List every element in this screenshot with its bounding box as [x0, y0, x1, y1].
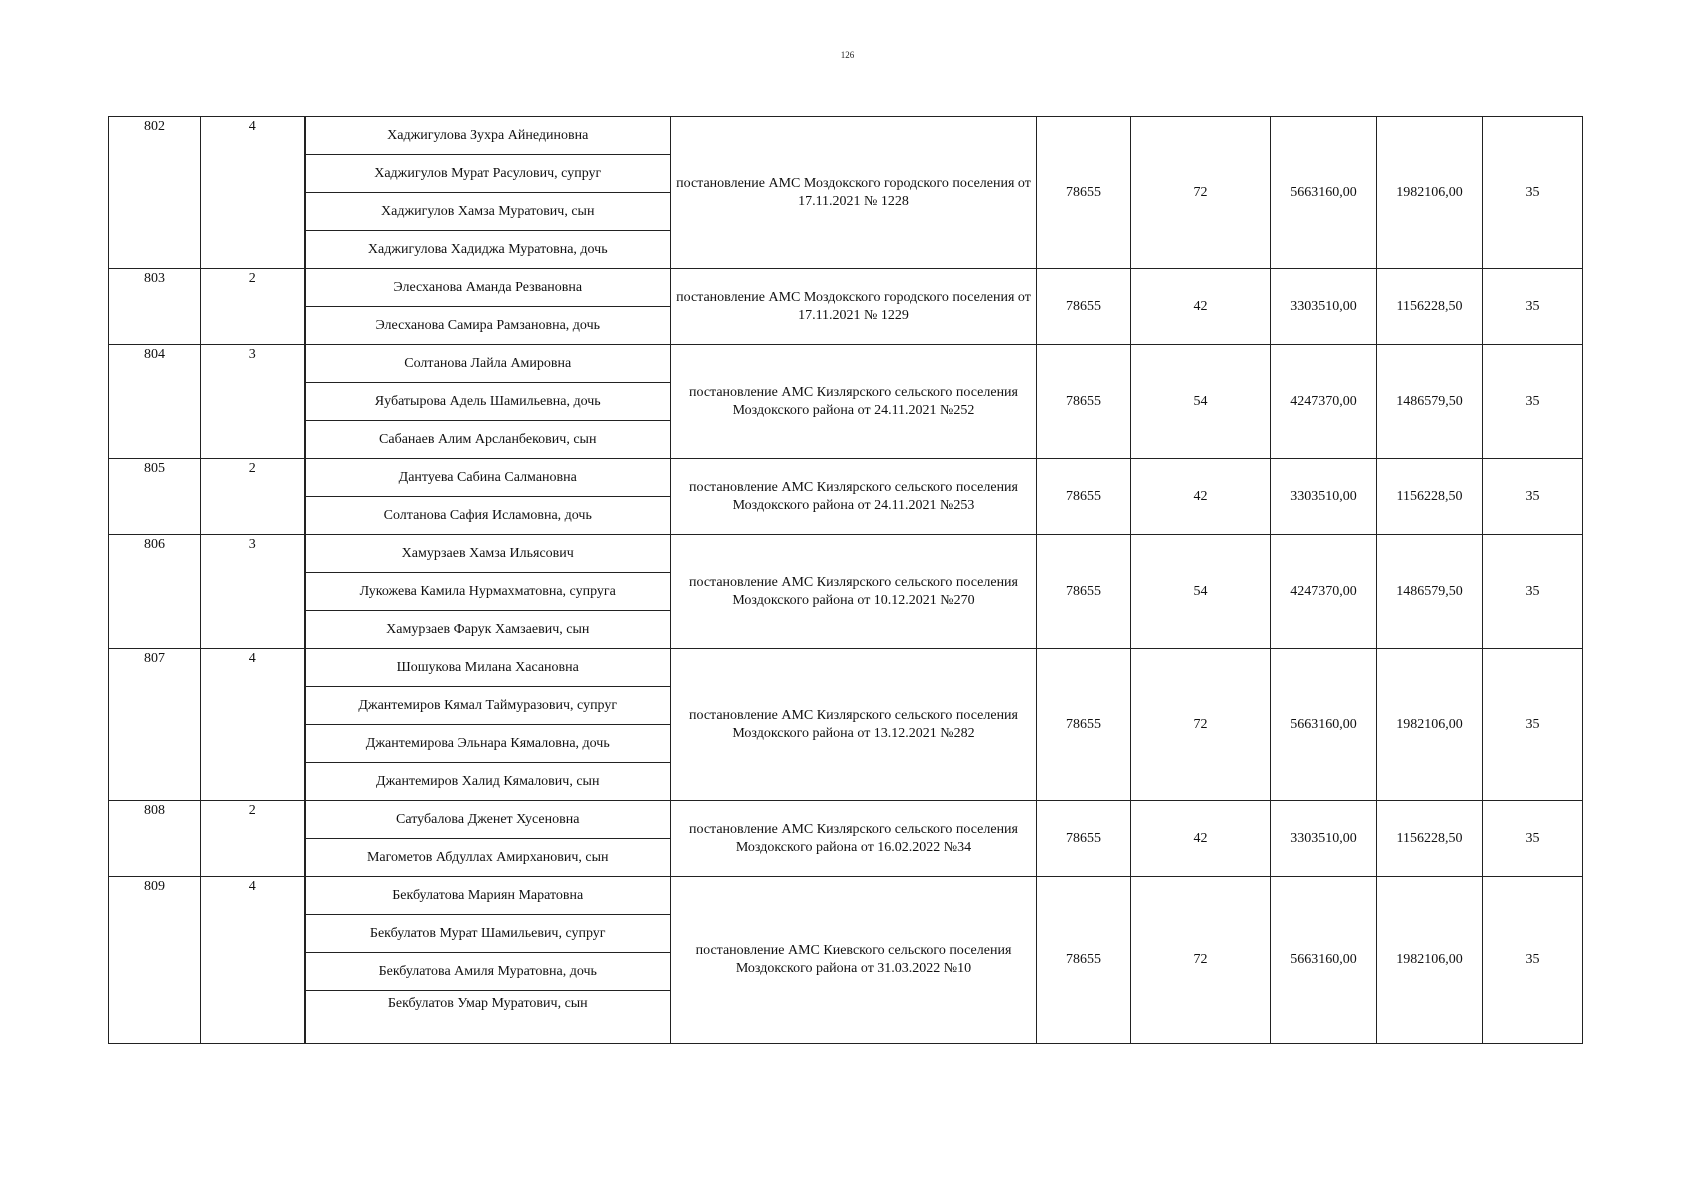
- family-member-name: Лукожева Камила Нурмахматовна, супруга: [305, 573, 671, 611]
- record-number: 802: [109, 117, 201, 269]
- norm-cost: 78655: [1037, 877, 1131, 1044]
- area-norm: 54: [1131, 535, 1271, 649]
- family-member-name: Сатубалова Дженет Хусеновна: [305, 801, 671, 839]
- family-size: 3: [201, 345, 305, 459]
- family-member-name: Элесханова Аманда Резвановна: [305, 269, 671, 307]
- family-member-name: Яубатырова Адель Шамильевна, дочь: [305, 383, 671, 421]
- family-size: 2: [201, 801, 305, 877]
- registry-body: [109, 117, 1583, 1044]
- decree-reference: постановление АМС Кизлярского сельского поселения Моздокского района от 24.11.2021 №252: [671, 345, 1037, 459]
- record-number: 805: [109, 459, 201, 535]
- registry-table: [108, 116, 1583, 1044]
- total-cost: 3303510,00: [1271, 801, 1377, 877]
- table-row: [109, 801, 1583, 839]
- table-row: [109, 535, 1583, 573]
- family-member-name: Джантемирова Эльнара Кямаловна, дочь: [305, 725, 671, 763]
- area-norm: 72: [1131, 117, 1271, 269]
- decree-reference: постановление АМС Моздокского городского поселения от 17.11.2021 № 1228: [671, 117, 1037, 269]
- family-member-name: Бекбулатов Умар Муратович, сын: [305, 991, 671, 1044]
- payout-amount: 1982106,00: [1377, 117, 1483, 269]
- total-cost: 5663160,00: [1271, 117, 1377, 269]
- total-cost: 5663160,00: [1271, 649, 1377, 801]
- table-row: [109, 117, 1583, 155]
- record-number: 804: [109, 345, 201, 459]
- family-member-name: Джантемиров Халид Кямалович, сын: [305, 763, 671, 801]
- total-cost: 4247370,00: [1271, 345, 1377, 459]
- family-member-name: Бекбулатова Амиля Муратовна, дочь: [305, 953, 671, 991]
- payout-percent: 35: [1483, 801, 1583, 877]
- family-member-name: Хаджигулов Мурат Расулович, супруг: [305, 155, 671, 193]
- area-norm: 54: [1131, 345, 1271, 459]
- total-cost: 4247370,00: [1271, 535, 1377, 649]
- family-member-name: Хаджигулова Хадиджа Муратовна, дочь: [305, 231, 671, 269]
- family-member-name: Дантуева Сабина Салмановна: [305, 459, 671, 497]
- decree-reference: постановление АМС Кизлярского сельского поселения Моздокского района от 10.12.2021 №270: [671, 535, 1037, 649]
- payout-amount: 1982106,00: [1377, 877, 1483, 1044]
- area-norm: 72: [1131, 877, 1271, 1044]
- payout-percent: 35: [1483, 649, 1583, 801]
- family-member-name: Хаджигулова Зухра Айнединовна: [305, 117, 671, 155]
- payout-percent: 35: [1483, 269, 1583, 345]
- page-number: 126: [840, 50, 855, 60]
- family-member-name: Бекбулатов Мурат Шамильевич, супруг: [305, 915, 671, 953]
- table-row: [109, 877, 1583, 915]
- record-number: 808: [109, 801, 201, 877]
- norm-cost: 78655: [1037, 649, 1131, 801]
- family-member-name: Солтанова Лайла Амировна: [305, 345, 671, 383]
- table-row: [109, 269, 1583, 307]
- family-member-name: Сабанаев Алим Арсланбекович, сын: [305, 421, 671, 459]
- table-row: [109, 345, 1583, 383]
- total-cost: 3303510,00: [1271, 459, 1377, 535]
- family-size: 2: [201, 269, 305, 345]
- family-size: 4: [201, 877, 305, 1044]
- decree-reference: постановление АМС Киевского сельского поселения Моздокского района от 31.03.2022 №10: [671, 877, 1037, 1044]
- record-number: 807: [109, 649, 201, 801]
- table-row: [109, 649, 1583, 687]
- total-cost: 5663160,00: [1271, 877, 1377, 1044]
- family-size: 2: [201, 459, 305, 535]
- area-norm: 72: [1131, 649, 1271, 801]
- payout-percent: 35: [1483, 459, 1583, 535]
- norm-cost: 78655: [1037, 117, 1131, 269]
- decree-reference: постановление АМС Кизлярского сельского поселения Моздокского района от 13.12.2021 №282: [671, 649, 1037, 801]
- payout-amount: 1982106,00: [1377, 649, 1483, 801]
- payout-amount: 1486579,50: [1377, 345, 1483, 459]
- family-member-name: Хамурзаев Фарук Хамзаевич, сын: [305, 611, 671, 649]
- family-member-name: Хаджигулов Хамза Муратович, сын: [305, 193, 671, 231]
- area-norm: 42: [1131, 269, 1271, 345]
- family-member-name: Солтанова Сафия Исламовна, дочь: [305, 497, 671, 535]
- record-number: 809: [109, 877, 201, 1044]
- payout-percent: 35: [1483, 877, 1583, 1044]
- decree-reference: постановление АМС Кизлярского сельского поселения Моздокского района от 24.11.2021 №253: [671, 459, 1037, 535]
- record-number: 806: [109, 535, 201, 649]
- area-norm: 42: [1131, 459, 1271, 535]
- decree-reference: постановление АМС Кизлярского сельского поселения Моздокского района от 16.02.2022 №34: [671, 801, 1037, 877]
- payout-amount: 1156228,50: [1377, 801, 1483, 877]
- norm-cost: 78655: [1037, 459, 1131, 535]
- total-cost: 3303510,00: [1271, 269, 1377, 345]
- family-member-name: Бекбулатова Мариян Маратовна: [305, 877, 671, 915]
- payout-amount: 1486579,50: [1377, 535, 1483, 649]
- family-size: 4: [201, 117, 305, 269]
- area-norm: 42: [1131, 801, 1271, 877]
- family-member-name: Элесханова Самира Рамзановна, дочь: [305, 307, 671, 345]
- family-size: 4: [201, 649, 305, 801]
- record-number: 803: [109, 269, 201, 345]
- family-member-name: Хамурзаев Хамза Ильясович: [305, 535, 671, 573]
- payout-amount: 1156228,50: [1377, 459, 1483, 535]
- payout-amount: 1156228,50: [1377, 269, 1483, 345]
- norm-cost: 78655: [1037, 535, 1131, 649]
- payout-percent: 35: [1483, 535, 1583, 649]
- family-member-name: Шошукова Милана Хасановна: [305, 649, 671, 687]
- family-member-name: Магометов Абдуллах Амирханович, сын: [305, 839, 671, 877]
- table-row: [109, 459, 1583, 497]
- norm-cost: 78655: [1037, 269, 1131, 345]
- decree-reference: постановление АМС Моздокского городского поселения от 17.11.2021 № 1229: [671, 269, 1037, 345]
- norm-cost: 78655: [1037, 801, 1131, 877]
- payout-percent: 35: [1483, 117, 1583, 269]
- family-size: 3: [201, 535, 305, 649]
- norm-cost: 78655: [1037, 345, 1131, 459]
- payout-percent: 35: [1483, 345, 1583, 459]
- family-member-name: Джантемиров Кямал Таймуразович, супруг: [305, 687, 671, 725]
